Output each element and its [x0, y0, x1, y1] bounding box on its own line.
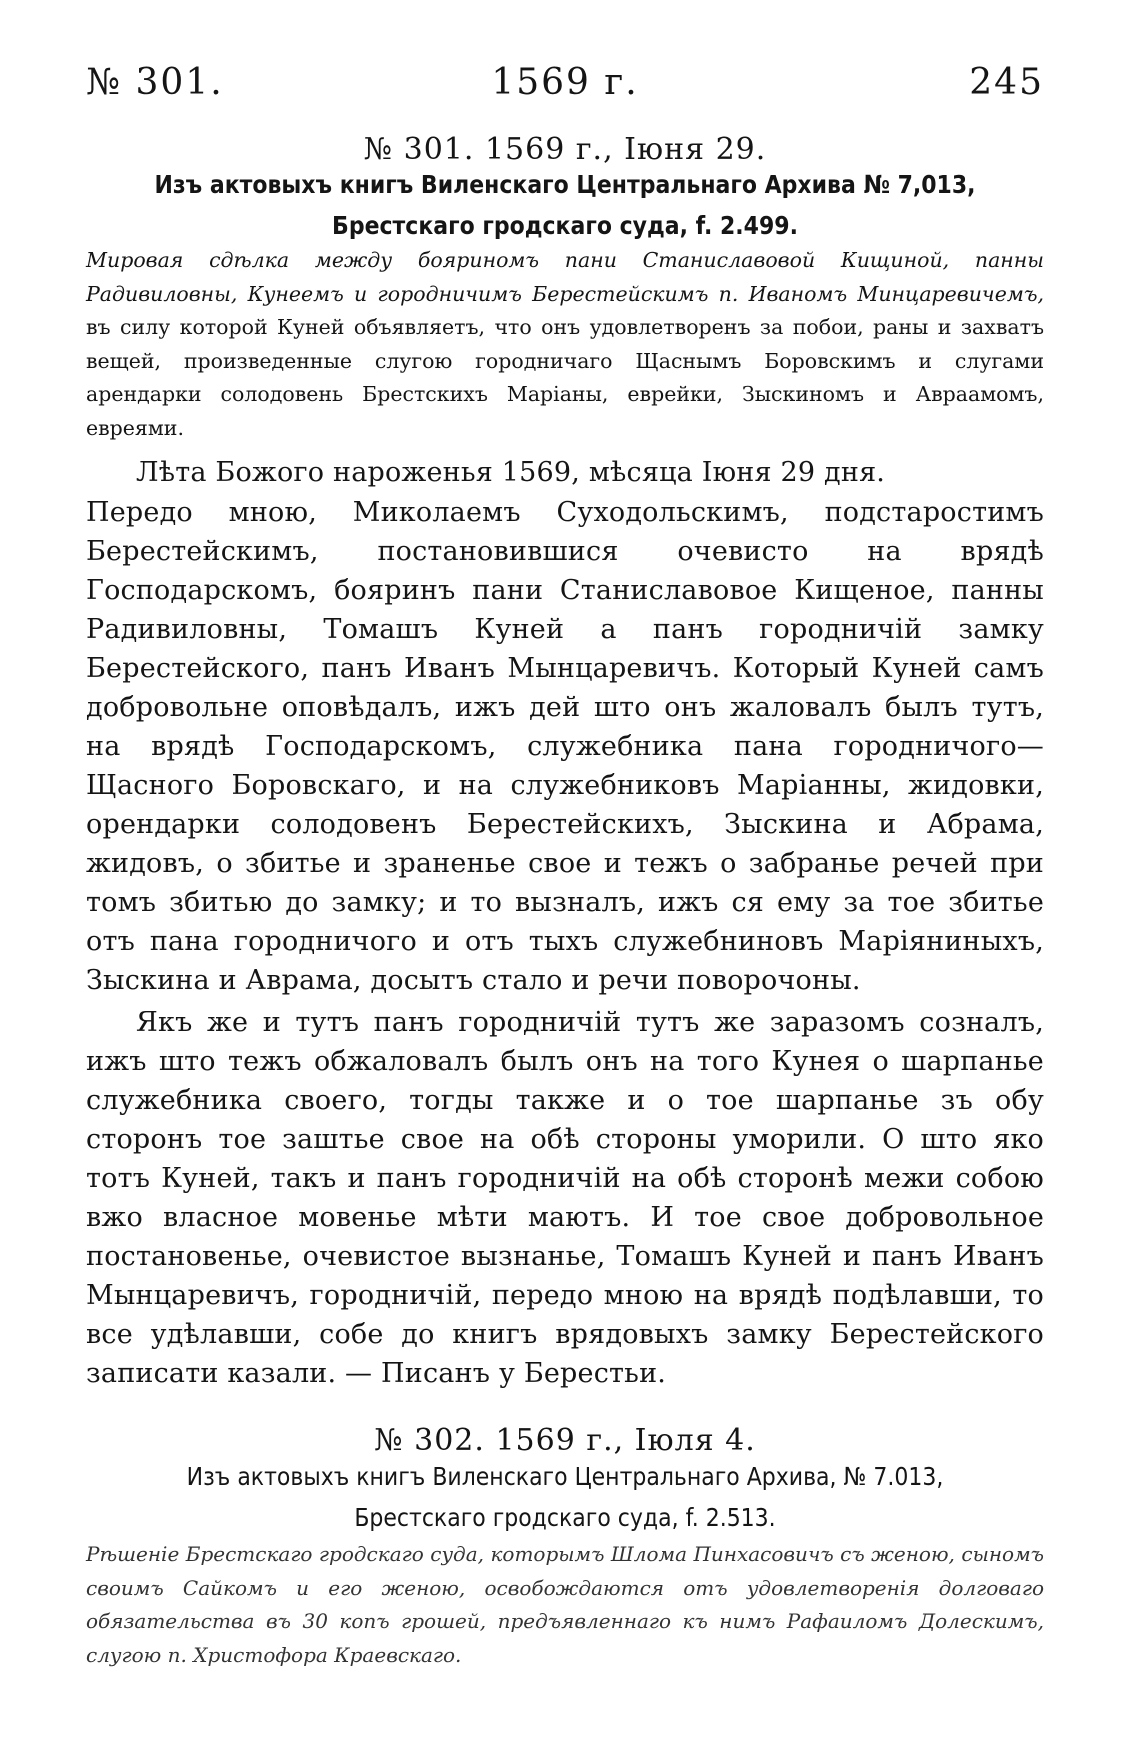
document-number-header: № 301. — [86, 62, 224, 103]
doc-301-paragraph-2: Якъ же и тутъ панъ городничій тутъ же заразомъ созналъ, ижъ што тежъ обжаловалъ былъ онъ на того Кунея о шарпанье служебника своего, тогды также и о тое шарпанье зъ обу сторонъ тое заштье свое на обѣ стороны уморили. О што яко тотъ Куней, такъ и панъ городничій на обѣ сторонѣ межи собою вжо власное мовенье мѣти маютъ. И тое свое добровольное постановенье, очевистое вызнанье, Томашъ Куней и панъ Иванъ Мынцаревичъ, городничій, передо мною на врядѣ подѣлавши, то все удѣлавши, собе до книгъ врядовыхъ замку Берестейского записати казали. — Писанъ у Берестьи. — [86, 1007, 1044, 1389]
page-number: 245 — [969, 62, 1044, 103]
running-head — [86, 62, 1044, 112]
year-header: 1569 г. — [491, 62, 639, 103]
doc-301-summary-italic: Мировая сдѣлка между бояриномъ пани Станиславовой Кищиной, панны Радивиловны, Кунеемъ и городничимъ Берестейскимъ п. Иваномъ Минцаревичемъ, — [86, 248, 1044, 306]
date-line: Лѣта Божого нароженья 1569, мѣсяца Іюня 29 дня. — [136, 457, 886, 488]
doc-301-source: Изъ актовыхъ книгъ Виленскаго Центральнаго Архива № 7,013, Брестскаго гродскаго суда, f. 2.499. — [154, 170, 976, 240]
doc-301-heading: № 301. 1569 г., Іюня 29. — [363, 132, 767, 167]
doc-301-summary-plain: въ силу которой Куней объявляетъ, что онъ удовлетворенъ за побои, раны и захватъ вещей, произведенные слугою городничаго Щаснымъ Боровскимъ и слугами арендарки солодовень Брестскихъ Маріаны, еврейки, Зыскиномъ и Авраамомъ, евреями. — [86, 315, 1044, 440]
doc-301-summary — [86, 244, 1044, 445]
doc-302-source: Изъ актовыхъ книгъ Виленскаго Центральнаго Архива, № 7.013, Брестскаго гродскаго суда, f. 2.513. — [186, 1462, 944, 1532]
doc-301-date-line — [86, 453, 1044, 492]
doc-301-paragraph-1: Передо мною, Миколаемъ Суходольскимъ, подстаростимъ Берестейскимъ, постановившися очевисто на врядѣ Господарскомъ, бояринъ пани Станиславовое Кищеное, панны Радивиловны, Томашъ Куней а панъ городничій замку Берестейского, панъ Иванъ Мынцаревичъ. Который Куней самъ добровольне оповѣдалъ, ижъ дей што онъ жаловалъ былъ тутъ, на врядѣ Господарскомъ, служебника пана городничого—Щасного Боровскаго, и на служебниковъ Маріанны, жидовки, орендарки солодовенъ Берестейскихъ, Зыскина и Абрама, жидовъ, о збитье и зраненье свое и тежъ о забранье речей при томъ збитью до замку; и то вызналъ, ижъ ся ему за тое збитье отъ пана городничого и отъ тыхъ служебниновъ Маріяниныхъ, Зыскина и Аврама, досытъ стало и речи поворочоны. — [86, 497, 1044, 996]
doc-302-summary: Рѣшеніе Брестскаго гродскаго суда, которымъ Шлома Пинхасовичъ съ женою, сыномъ своимъ Сайкомъ и его женою, освобождаются отъ удовлетворенія долговаго обязательства въ 30 копъ грошей, предъявленнаго къ нимъ Рафаиломъ Долескимъ, слугою п. Христофора Краевскаго. — [86, 1542, 1044, 1667]
doc-302-heading: № 302. 1569 г., Іюля 4. — [374, 1423, 756, 1458]
